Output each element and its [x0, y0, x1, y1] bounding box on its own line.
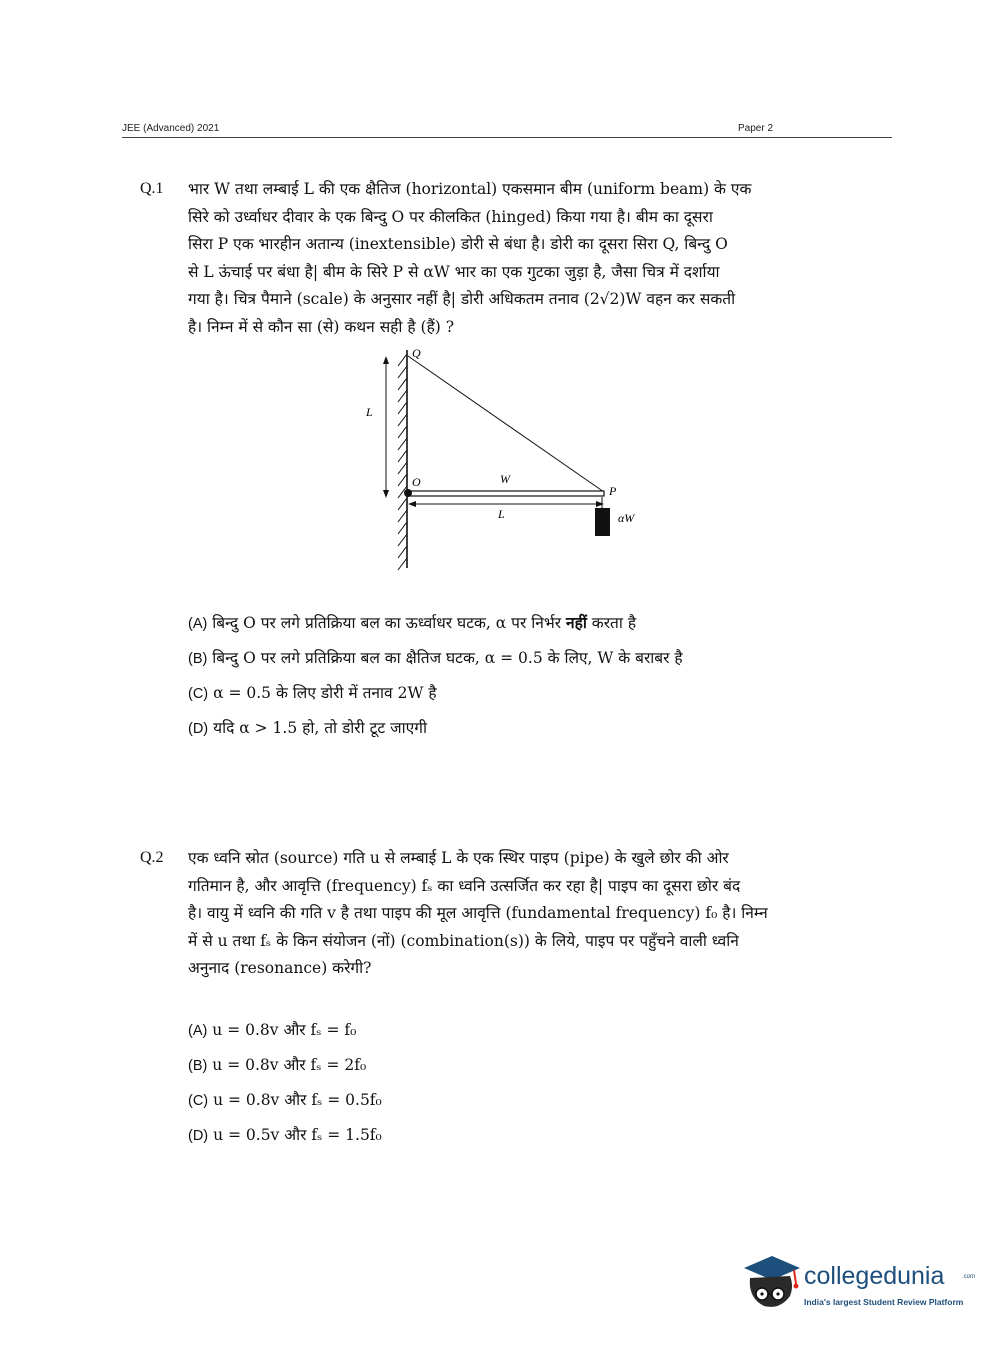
- q2-option-c: [188, 1088, 382, 1110]
- q1-line: है। निम्न में से कौन सा (से) कथन सही है (हैं) ?: [188, 317, 455, 336]
- logo-wordmark: collegedunia: [804, 1262, 945, 1290]
- option-emphasis: नहीं: [566, 613, 587, 632]
- q2-option-a: [188, 1018, 356, 1040]
- option-label: (D): [188, 721, 209, 737]
- q1-text: [188, 176, 848, 341]
- logo-tagline: India's largest Student Review Platform: [804, 1297, 964, 1307]
- option-text: u = 0.8v और fₛ = 0.5f₀: [213, 1091, 382, 1109]
- q1-line: भार W तथा लम्बाई L की एक क्षैतिज (horizontal) एकसमान बीम (uniform beam) के एक: [188, 180, 752, 198]
- label-O: O: [412, 475, 421, 489]
- option-text: u = 0.5v और fₛ = 1.5f₀: [213, 1126, 382, 1144]
- option-text: यदि α > 1.5 हो, तो डोरी टूट जाएगी: [213, 719, 427, 737]
- option-label: (B): [188, 1058, 208, 1074]
- option-text: α = 0.5 के लिए डोरी में तनाव 2W है: [213, 684, 437, 702]
- q1-line: से L ऊंचाई पर बंधा है| बीम के सिरे P से αW भार का एक गुटका जुड़ा है, जैसा चित्र में दर्शाया: [188, 262, 720, 281]
- collegedunia-logo[interactable]: [740, 1248, 976, 1318]
- q1-option-b: [188, 646, 683, 668]
- label-L-horizontal: L: [498, 507, 505, 521]
- wall-hatching: [398, 354, 407, 570]
- q1-option-c: [188, 681, 437, 703]
- q2-number: Q.2: [140, 849, 164, 866]
- q1-line: सिरा P एक भारहीन अतान्य (inextensible) डोरी से बंधा है। डोरी का दूसरा सिरा Q, बिन्दु O: [188, 235, 728, 253]
- label-W: W: [500, 472, 510, 486]
- option-text: बिन्दु O पर लगे प्रतिक्रिया बल का ऊर्ध्वाधर घटक, α पर निर्भर: [212, 614, 567, 632]
- logo-domain: .com: [962, 1274, 976, 1280]
- option-label: (C): [188, 1093, 209, 1109]
- option-text: u = 0.8v और fₛ = f₀: [212, 1021, 357, 1039]
- label-alphaW: αW: [618, 511, 635, 525]
- arrow-up-icon: [383, 356, 389, 364]
- beam-diagram: [350, 340, 650, 580]
- q2-line: में से u तथा fₛ के किन संयोजन (नों) (combination(s)) के लिये, पाइप पर पहुँचने वाली ध्वनि: [188, 931, 739, 950]
- header-rule: [122, 137, 892, 138]
- option-label: (B): [188, 651, 208, 667]
- option-label: (D): [188, 1128, 209, 1144]
- q1-option-d: [188, 716, 427, 738]
- arrow-down-icon: [383, 490, 389, 498]
- q1-line: सिरे को उर्ध्वाधर दीवार के एक बिन्दु O पर कीलकित (hinged) किया गया है। बीम का दूसरा: [188, 207, 713, 226]
- option-text: बिन्दु O पर लगे प्रतिक्रिया बल का क्षैतिज घटक, α = 0.5 के लिए, W के बराबर है: [212, 649, 683, 667]
- mascot-icon: [740, 1248, 802, 1314]
- label-Q: Q: [412, 346, 421, 360]
- hinge: [404, 489, 412, 497]
- q2-line: गतिमान है, और आवृत्ति (frequency) fₛ का ध्वनि उत्सर्जित कर रहा है| पाइप का दूसरा छोर बंद: [188, 876, 741, 895]
- q2-line: है। वायु में ध्वनि की गति v है तथा पाइप की मूल आवृत्ति (fundamental frequency) f₀ है। निम्न: [188, 904, 768, 922]
- q2-line: एक ध्वनि स्रोत (source) गति u से लम्बाई L के एक स्थिर पाइप (pipe) के खुले छोर की ओर: [188, 849, 729, 867]
- option-text: u = 0.8v और fₛ = 2f₀: [212, 1056, 367, 1074]
- beam: [408, 491, 604, 496]
- q1-number: Q.1: [140, 180, 164, 197]
- label-L-vertical: L: [366, 405, 373, 419]
- option-label: (C): [188, 686, 209, 702]
- option-label: (A): [188, 616, 208, 632]
- q1-line: गया है। चित्र पैमाने (scale) के अनुसार नहीं है| डोरी अधिकतम तनाव (2√2)W वहन कर सकती: [188, 290, 736, 308]
- option-text: करता है: [586, 614, 637, 632]
- arrow-right-icon: [596, 501, 604, 507]
- q2-text: [188, 845, 848, 983]
- q2-option-b: [188, 1053, 366, 1075]
- option-label: (A): [188, 1023, 208, 1039]
- q2-option-d: [188, 1123, 382, 1145]
- exam-title: JEE (Advanced) 2021: [122, 123, 220, 134]
- q1-option-a: [188, 611, 636, 633]
- paper-label: Paper 2: [738, 123, 774, 134]
- arrow-left-icon: [408, 501, 416, 507]
- label-P: P: [609, 484, 617, 498]
- q2-line: अनुनाद (resonance) करेगी?: [188, 959, 372, 977]
- hanging-block: [595, 508, 610, 536]
